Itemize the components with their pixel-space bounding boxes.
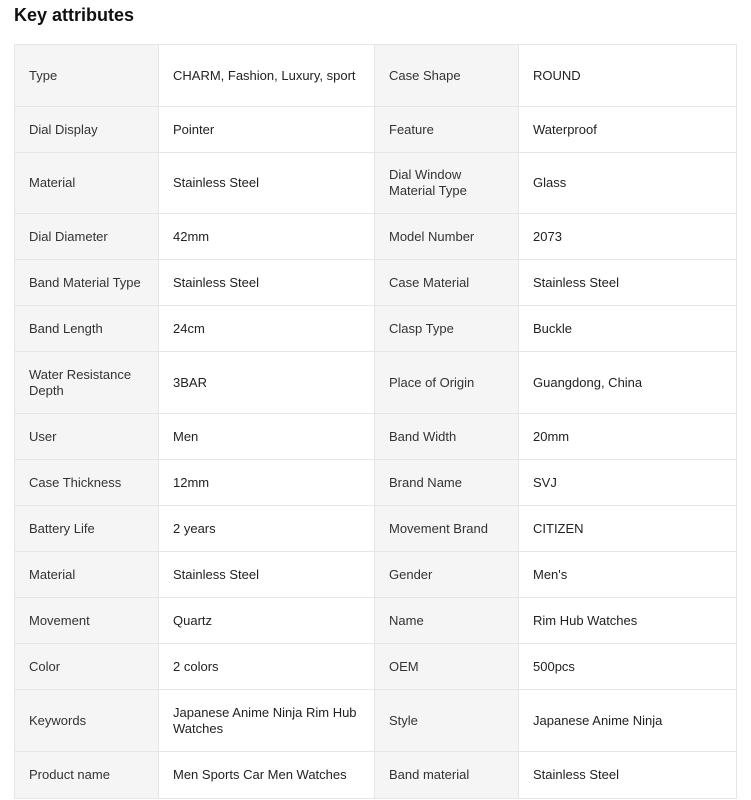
attribute-name: Model Number <box>375 214 519 260</box>
attribute-name: Material <box>15 552 159 598</box>
attribute-value: ROUND <box>519 45 737 107</box>
attribute-name: Keywords <box>15 690 159 752</box>
attribute-name: Name <box>375 598 519 644</box>
table-row <box>15 260 737 306</box>
attribute-name: Brand Name <box>375 460 519 506</box>
attribute-value: Guangdong, China <box>519 352 737 414</box>
attribute-name: Place of Origin <box>375 352 519 414</box>
attribute-name: Band Length <box>15 306 159 352</box>
key-attributes-table <box>14 44 737 799</box>
attribute-value: Men Sports Car Men Watches <box>159 752 375 799</box>
attribute-name: User <box>15 414 159 460</box>
attribute-value: Buckle <box>519 306 737 352</box>
table-row <box>15 306 737 352</box>
attribute-name: Movement <box>15 598 159 644</box>
attribute-name: Clasp Type <box>375 306 519 352</box>
attribute-name: Band Material Type <box>15 260 159 306</box>
attribute-value: Men <box>159 414 375 460</box>
table-row <box>15 214 737 260</box>
attribute-value: 3BAR <box>159 352 375 414</box>
table-row <box>15 352 737 414</box>
attribute-name: OEM <box>375 644 519 690</box>
table-row <box>15 598 737 644</box>
table-row <box>15 153 737 214</box>
attribute-value: 2073 <box>519 214 737 260</box>
attribute-name: Type <box>15 45 159 107</box>
attribute-name: Band material <box>375 752 519 799</box>
attribute-value: 2 colors <box>159 644 375 690</box>
table-row <box>15 45 737 107</box>
attribute-name: Dial Display <box>15 107 159 153</box>
attribute-value: Stainless Steel <box>519 752 737 799</box>
attribute-name: Dial Diameter <box>15 214 159 260</box>
attribute-value: Stainless Steel <box>159 153 375 214</box>
attribute-name: Band Width <box>375 414 519 460</box>
attribute-value: 20mm <box>519 414 737 460</box>
attribute-name: Dial Window Material Type <box>375 153 519 214</box>
attribute-name: Feature <box>375 107 519 153</box>
attribute-value: Waterproof <box>519 107 737 153</box>
attribute-value: 24cm <box>159 306 375 352</box>
attribute-name: Case Material <box>375 260 519 306</box>
table-row <box>15 506 737 552</box>
attribute-value: 500pcs <box>519 644 737 690</box>
attribute-name: Style <box>375 690 519 752</box>
attribute-value: Stainless Steel <box>519 260 737 306</box>
attribute-value: Japanese Anime Ninja Rim Hub Watches <box>159 690 375 752</box>
attribute-name: Case Shape <box>375 45 519 107</box>
attribute-value: Japanese Anime Ninja <box>519 690 737 752</box>
attribute-value: Pointer <box>159 107 375 153</box>
attribute-name: Case Thickness <box>15 460 159 506</box>
table-row <box>15 414 737 460</box>
attribute-name: Gender <box>375 552 519 598</box>
attribute-value: Men's <box>519 552 737 598</box>
attribute-name: Water Resistance Depth <box>15 352 159 414</box>
table-row <box>15 752 737 799</box>
attribute-name: Product name <box>15 752 159 799</box>
table-row <box>15 552 737 598</box>
attribute-value: SVJ <box>519 460 737 506</box>
table-row <box>15 690 737 752</box>
attribute-value: Stainless Steel <box>159 552 375 598</box>
attribute-name: Material <box>15 153 159 214</box>
attribute-value: Rim Hub Watches <box>519 598 737 644</box>
attribute-name: Color <box>15 644 159 690</box>
attribute-value: Quartz <box>159 598 375 644</box>
attribute-value: Stainless Steel <box>159 260 375 306</box>
attribute-value: CITIZEN <box>519 506 737 552</box>
attribute-value: 2 years <box>159 506 375 552</box>
table-row <box>15 107 737 153</box>
section-title: Key attributes <box>14 5 135 25</box>
attribute-name: Battery Life <box>15 506 159 552</box>
attribute-value: CHARM, Fashion, Luxury, sport <box>159 45 375 107</box>
attribute-name: Movement Brand <box>375 506 519 552</box>
table-row <box>15 644 737 690</box>
attribute-value: 12mm <box>159 460 375 506</box>
attribute-value: Glass <box>519 153 737 214</box>
table-row <box>15 460 737 506</box>
attribute-value: 42mm <box>159 214 375 260</box>
